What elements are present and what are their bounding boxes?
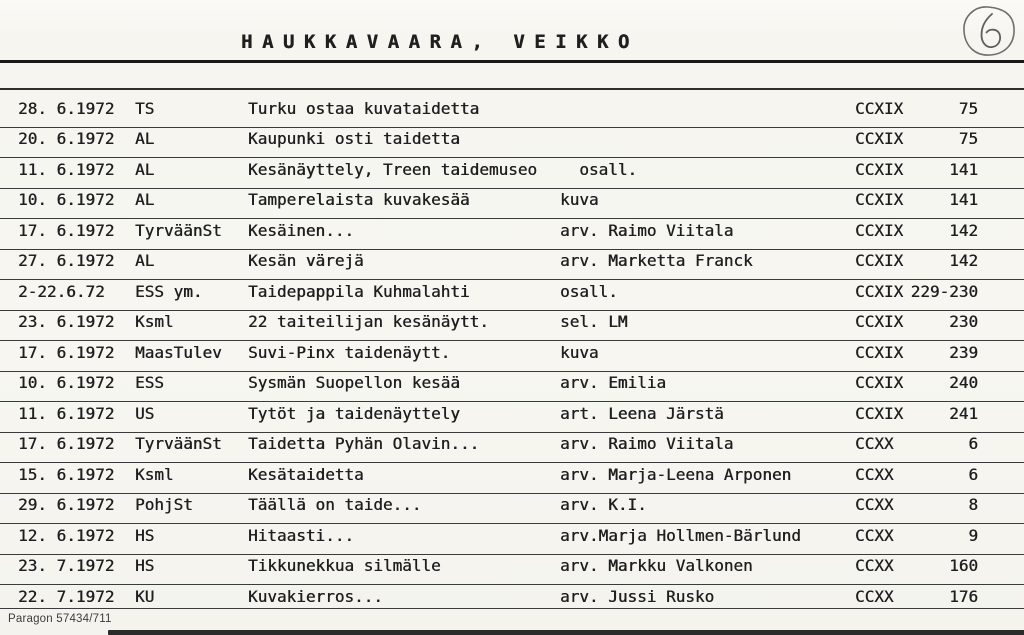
entry-date: 22. 7.1972 [18,586,115,606]
entry-date: 11. 6.1972 [18,159,115,179]
index-entry-row [0,158,1024,189]
index-entry-row [0,555,1024,586]
entry-page: 75 [958,98,978,118]
entry-note: arv. Markku Valkonen [560,556,753,575]
entry-page: 230 [949,312,978,331]
entry-source: AL [135,129,155,148]
entry-date: 23. 6.1972 [18,312,115,331]
entry-source: KU [135,586,155,606]
entry-title: Kesätaidetta [248,464,364,484]
entry-title: Kuvakierros... [248,586,383,606]
entry-title: Tamperelaista kuvakesää [248,190,470,209]
index-entry-row [0,189,1024,220]
index-entry-row [0,128,1024,159]
header-divider-thick [0,60,1024,63]
entry-page: 241 [949,403,978,423]
scan-edge-strip [108,630,1024,635]
entry-date: 11. 6.1972 [18,403,115,423]
entry-note: arv. Jussi Rusko [560,586,715,606]
entry-date: 17. 6.1972 [18,434,115,453]
entry-volume: CCXX [855,556,894,575]
entry-date: 15. 6.1972 [18,464,115,484]
entry-volume: CCXIX [855,159,904,179]
entry-volume: CCXIX [855,312,904,331]
entry-volume: CCXIX [855,129,904,148]
entry-note: arv. Marketta Franck [560,251,753,270]
entry-note: kuva [560,342,599,362]
entry-title: Sysmän Suopellon kesää [248,373,460,392]
entry-page: 176 [949,586,978,606]
index-entry-row [0,494,1024,525]
entry-volume: CCXX [855,464,894,484]
entry-title: Taidepappila Kuhmalahti [248,281,470,301]
entry-note: arv.Marja Hollmen-Bärlund [560,525,801,545]
entry-title: Kesän värejä [248,251,364,270]
entry-note: arv. Raimo Viitala [560,434,734,453]
entry-title: Turku ostaa kuvataidetta [248,98,480,118]
entry-note: arv. Emilia [560,373,666,392]
index-entry-row [0,372,1024,403]
entry-source: MaasTulev [135,342,222,362]
index-entry-row [0,280,1024,311]
entry-date: 17. 6.1972 [18,220,115,240]
entry-volume: CCXX [855,586,894,606]
entry-volume: CCXX [855,495,894,514]
entry-source: AL [135,190,155,209]
entry-source: ESS ym. [135,281,203,301]
entry-title: Kesänäyttely, Treen taidemuseo [248,159,537,179]
entry-note: osall. [560,281,618,301]
entry-volume: CCXIX [855,281,904,301]
entry-volume: CCXIX [855,220,904,240]
index-entry-row [0,311,1024,342]
entry-date: 29. 6.1972 [18,495,115,514]
entry-source: ESS [135,373,164,392]
entry-source: Ksml [135,312,174,331]
entry-note: art. Leena Järstä [560,403,724,423]
entry-title: Taidetta Pyhän Olavin... [248,434,480,453]
entry-title: Tytöt ja taidenäyttely [248,403,460,423]
card-stock-brand: Paragon 57434/711 [8,613,112,625]
entry-source: TyrväänSt [135,220,222,240]
entry-title: Täällä on taide... [248,495,422,514]
entry-volume: CCXIX [855,373,904,392]
entry-page: 142 [949,251,978,270]
entry-note: sel. LM [560,312,628,331]
index-entry-row [0,463,1024,494]
entry-title: Kaupunki osti taidetta [248,129,460,148]
index-entry-row [0,97,1024,128]
entry-note: arv. Raimo Viitala [560,220,734,240]
entry-date: 12. 6.1972 [18,525,115,545]
entry-source: HS [135,525,155,545]
index-entry-row [0,219,1024,250]
entry-volume: CCXIX [855,342,904,362]
entry-date: 17. 6.1972 [18,342,115,362]
entry-source: PohjSt [135,495,193,514]
circled-page-number [957,2,1021,62]
entry-page: 8 [968,495,978,514]
entry-title: 22 taiteilijan kesänäytt. [248,312,489,331]
entry-source: TS [135,98,155,118]
entry-note: kuva [560,190,599,209]
index-entry-row [0,433,1024,464]
entry-title: Kesäinen... [248,220,354,240]
entry-volume: CCXX [855,525,894,545]
entry-date: 10. 6.1972 [18,190,115,209]
entry-page: 141 [949,159,978,179]
entry-page: 141 [949,190,978,209]
entry-source: AL [135,159,155,179]
entry-page: 240 [949,373,978,392]
index-entry-row [0,402,1024,433]
entry-page: 239 [949,342,978,362]
entry-page: 75 [958,129,978,148]
entry-volume: CCXX [855,434,894,453]
person-name-heading: HAUKKAVAARA, VEIKKO [241,31,639,53]
entry-page: 9 [968,525,978,545]
handwritten-six-glyph [982,14,1001,47]
entry-volume: CCXIX [855,190,904,209]
entry-page: 6 [968,464,978,484]
entry-title: Hitaasti... [248,525,354,545]
entry-date: 27. 6.1972 [18,251,115,270]
entry-source: Ksml [135,464,174,484]
entry-date: 20. 6.1972 [18,129,115,148]
entry-page: 142 [949,220,978,240]
index-entry-row [0,524,1024,555]
entry-title: Suvi-Pinx taidenäytt. [248,342,451,362]
index-entry-row [0,341,1024,372]
entry-note: arv. Marja-Leena Arponen [560,464,792,484]
entry-volume: CCXIX [855,98,904,118]
entry-source: AL [135,251,155,270]
handwritten-circle-icon [957,2,1021,62]
entry-date: 28. 6.1972 [18,98,115,118]
entry-volume: CCXIX [855,251,904,270]
entry-date: 10. 6.1972 [18,373,115,392]
header-divider-thin [0,88,1024,90]
entry-date: 2-22.6.72 [18,281,105,301]
entry-date: 23. 7.1972 [18,556,115,575]
entry-page: 229-230 [910,281,978,301]
entry-note: arv. K.I. [560,495,647,514]
entry-source: US [135,403,155,423]
entry-volume: CCXIX [855,403,904,423]
index-entry-row [0,250,1024,281]
entry-source: TyrväänSt [135,434,222,453]
entry-source: HS [135,556,155,575]
entry-page: 6 [968,434,978,453]
entry-note: osall. [560,159,638,179]
index-entry-row [0,585,1024,609]
entry-title: Tikkunekkua silmälle [248,556,441,575]
entry-page: 160 [949,556,978,575]
